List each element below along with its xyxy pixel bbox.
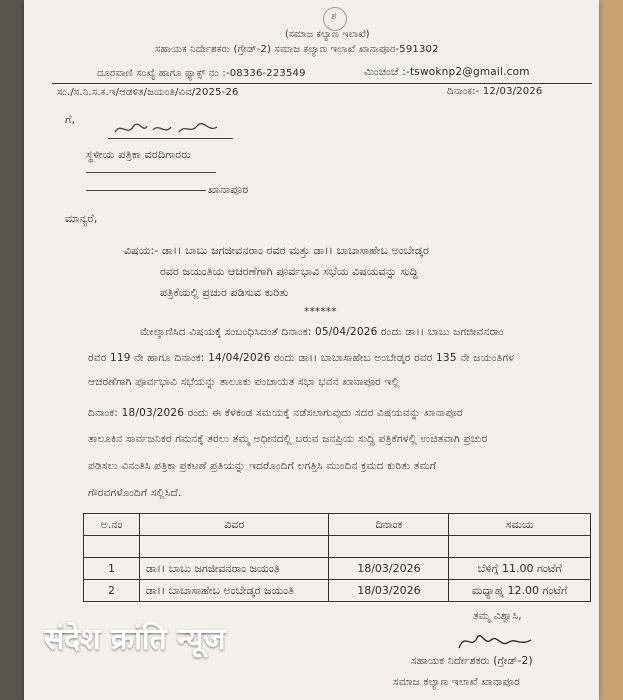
watermark-text: संदेश क्रांति न्यूज <box>44 622 226 657</box>
subject-line-3: ಪತ್ರಿಕೆಯಲ್ಲಿ ಪ್ರಚುರ ಪಡಿಸುವ ಕುರಿತು <box>160 286 289 299</box>
emblem-icon: ಶ <box>323 7 347 31</box>
column-header: ಅ.ನಂ <box>84 514 140 536</box>
table-row <box>84 558 591 580</box>
table-header-row <box>84 514 591 536</box>
to-label: ಗೆ, <box>65 113 76 126</box>
recipient: ಸ್ಥಳೀಯ ಪತ್ರಿಕಾ ವರದಿಗಾರರು <box>86 148 191 161</box>
background-left <box>0 0 24 700</box>
header-rule <box>52 83 592 84</box>
letter-date: ದಿನಾಂಕ:- 12/03/2026 <box>447 86 543 97</box>
department-name: (ಸಮಾಜ ಕಲ್ಯಾಣ ಇಲಾಖೆ) <box>285 29 370 40</box>
table-cell: ಮಧ್ಯಾಹ್ನ 12.00 ಗಂಟೆಗೆ <box>449 580 591 602</box>
body-line: ಮೇಲ್ಕಾಣಿಸಿದ ವಿಷಯಕ್ಕೆ ಸಂಬಂಧಿಸಿದಂತೆ ದಿನಾಂಕ: 05/04/2026 ರಂದು ಡಾ।। ಬಾಬು ಜಗಜೀವನರಾಂ <box>140 326 504 338</box>
column-header: ಸಮಯ <box>449 514 591 536</box>
place-line <box>86 190 206 191</box>
body-line: ದಿನಾಂಕ: 18/03/2026 ರಂದು ಈ ಕೆಳಕಂಡ ಸಮಯಕ್ಕೆ ನಡೆಸಲಾಗುವುದು ಸದರ ವಿಷಯವನ್ನು ಖಾನಾಪೂರ <box>88 407 463 419</box>
closing-yours: ತಮ್ಮ ವಿಶ್ವಾಸಿ, <box>473 610 522 622</box>
separator: ****** <box>304 306 337 318</box>
table-cell: ಬೆಳಿಗ್ಗೆ 11.00 ಗಂಟೆಗೆ <box>449 558 591 580</box>
table-row <box>84 580 591 602</box>
table-cell: ಡಾ।। ಬಾಬು ಜಗಜೀವನರಾಂ ಜಯಂತಿ <box>139 558 329 580</box>
signatory-department: ಸಮಾಜ ಕಲ್ಯಾಣ ಇಲಾಖೆ ಖಾನಾಪೂರ <box>393 676 520 688</box>
body-line: ರವರ 119 ನೇ ಹಾಗೂ ದಿನಾಂಕ: 14/04/2026 ರಂದು ಡಾ।। ಬಾಬಾಸಾಹೇಬ ಅಂಬೇಡ್ಕರ ರವರ 135 ನೇ ಜಯಂತಿಗಳ <box>88 352 515 364</box>
column-header: ದಿನಾಂಕ <box>329 514 449 536</box>
signatory-designation: ಸಹಾಯಕ ನಿರ್ದೇಶಕರು (ಗ್ರೇಡ್-2) <box>411 655 533 667</box>
handwritten-name <box>113 118 223 138</box>
email-address: ಮಿಂಚಂಚೆ :-tswoknp2@gmail.com <box>364 66 530 78</box>
schedule-table <box>83 513 591 602</box>
table-cell: ಡಾ।। ಬಾಬಾಸಾಹೇಬ ಅಂಬೇಡ್ಕರ ಜಯಂತಿ <box>139 580 329 602</box>
subject-line-1: ವಿಷಯ:- ಡಾ।। ಬಾಬು ಜಗಜೀವನರಾಂ ರವರ ಮತ್ತು ಡಾ।। ಬಾಬಾಸಾಹೇಬ ಅಂಬೇಡ್ಕರ <box>124 244 429 257</box>
phone-number: ದೂರವಾಣಿ ಸಂಖ್ಯೆ ಹಾಗೂ ಫ್ಯಾಕ್ಸ್ ನಂ :-08336-223549 <box>97 68 306 79</box>
reference-number: ಸಂ./ಸ.ನಿ.ಸ.ಕ.ಇ/ಆಡಳಿತ/ಜಯಂತಿ/ವಿವ/2025-26 <box>57 87 239 98</box>
table-cell: 2 <box>84 580 140 602</box>
blank-line <box>86 172 216 173</box>
table-cell: 1 <box>84 558 140 580</box>
signature <box>455 628 535 654</box>
salutation: ಮಾನ್ಯರೆ, <box>65 212 98 225</box>
place: ಖಾನಾಪೂರ <box>208 183 249 196</box>
table-cell: 18/03/2026 <box>329 580 449 602</box>
column-header: ವಿವರ <box>139 514 329 536</box>
subject-line-2: ರವರ ಜಯಂತಿಯ ಆಚರಣೆಗಾಗಿ ಪೂರ್ವಭಾವಿ ಸಭೆಯ ವಿಷಯವನ್ನು ಸುದ್ದಿ <box>160 265 418 278</box>
body-line: ತಾಲೂಕಿನ ಸಾರ್ವಜನಿಕರ ಗಮನಕ್ಕೆ ತರಲು ತಮ್ಮ ಅಧೀನದಲ್ಲಿ ಬರುವ ಜನಪ್ರಿಯ ಸುದ್ದಿ ಪತ್ರಿಕೆಗಳಲ್ಲಿ ಉಚಿತವಾಗಿ ಪ್ರಚುರ <box>88 433 488 445</box>
body-line: ಪಡಿಸಲು ವಿನಂತಿಸಿ ಪತ್ರಿಕಾ ಪ್ರಕಟಣೆ ಪ್ರತಿಯನ್ನು ಇದರೊಂದಿಗೆ ಲಗತ್ತಿಸಿ ಮುಂದಿನ ಕ್ರಮದ ಕುರಿತು ತಮಗೆ <box>88 460 437 472</box>
background-right <box>599 0 623 700</box>
office-name: ಸಹಾಯಕ ನಿರ್ದೇಶಕರು (ಗ್ರೇಡ್-2) ಸಮಾಜ ಕಲ್ಯಾಣ ಇಲಾಖೆ ಖಾನಾಪೂರ-591302 <box>155 44 439 55</box>
table-spacer-row <box>84 536 591 558</box>
table-cell: 18/03/2026 <box>329 558 449 580</box>
name-underline <box>108 138 233 139</box>
body-line: ಗೌರವಗಳೊಂದಿಗೆ ಸಲ್ಲಿಸಿದೆ. <box>88 487 182 499</box>
body-line: ಆಚರಣೆಗಾಗಿ ಪೂರ್ವಭಾವಿ ಸಭೆಯನ್ನು ತಾಲೂಕು ಪಂಚಾಯತ ಸಭಾ ಭವನ ಖಾನಾಪೂರ ಇಲ್ಲಿ <box>88 376 400 388</box>
